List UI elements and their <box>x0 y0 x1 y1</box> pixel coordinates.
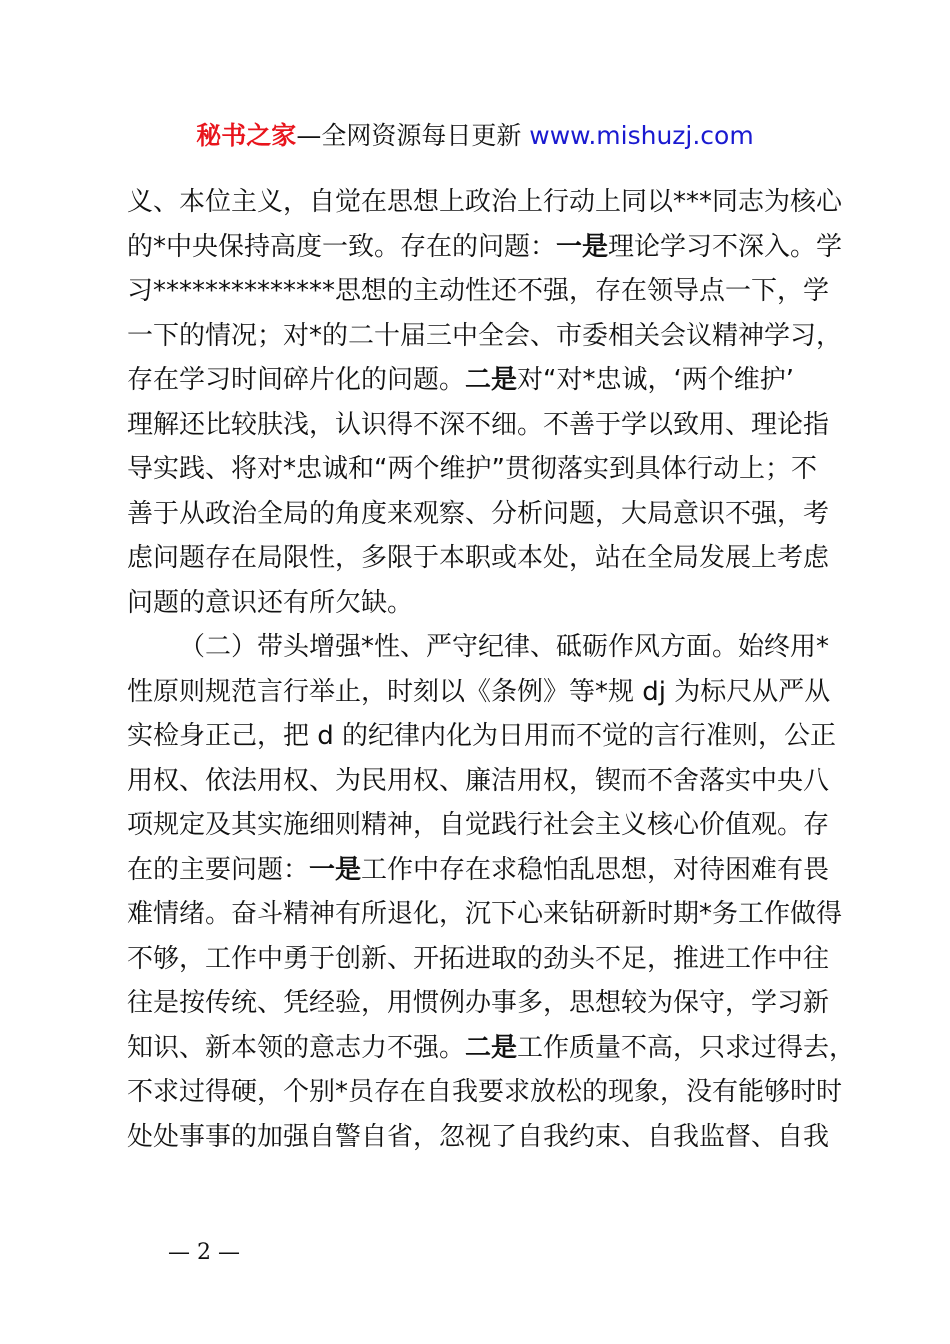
text-run: 不求过得硬，个别*员存在自我要求放松的现象，没有能够时时 <box>127 1077 843 1107</box>
text-line <box>127 1115 833 1160</box>
text-run: 理论学习不深入。学 <box>608 231 843 262</box>
text-run: 存在学习时间碎片化的问题。 <box>127 365 466 395</box>
emphasis-label: 一是 <box>556 231 609 262</box>
text-line <box>127 1026 856 1071</box>
text-run: 理解还比较肤浅，认识得不深不细。不善于学以致用、理论指 <box>127 409 830 440</box>
text-line <box>127 581 833 626</box>
text-line <box>127 1070 843 1115</box>
page-number: — 2 — <box>168 1240 240 1265</box>
text-run: 知识、新本领的意志力不强。 <box>127 1032 466 1063</box>
site-banner <box>0 118 950 154</box>
brand-name: 秘书之家 <box>196 121 297 150</box>
emphasis-label: 一是 <box>309 854 362 885</box>
site-url-link[interactable]: www.mishuzj.com <box>529 121 754 150</box>
text-run: 往是按传统、凭经验，用惯例办事多，思想较为保守，学习新 <box>127 988 830 1018</box>
text-line <box>127 848 833 893</box>
text-run: 虑问题存在局限性，多限于本职或本处，站在全局发展上考虑 <box>127 543 830 573</box>
text-run: 性原则规范言行举止，时刻以《条例》等*规 dj 为标尺从严从 <box>127 676 831 707</box>
text-run: 对“对*忠诚，‘两个维护’ <box>517 365 795 395</box>
text-line <box>127 981 833 1026</box>
emphasis-label: 二是 <box>465 365 518 395</box>
text-run: 在的主要问题： <box>127 854 310 885</box>
text-run: 习**************思想的主动性还不强，存在领导点一下，学 <box>127 276 830 306</box>
text-line <box>127 892 843 937</box>
text-line <box>127 403 833 448</box>
text-run: 问题的意识还有所欠缺。 <box>127 587 414 618</box>
document-body <box>127 180 856 1159</box>
banner-tagline: —全网资源每日更新 <box>296 121 522 150</box>
text-line <box>127 492 833 537</box>
text-line <box>127 447 833 492</box>
emphasis-label: 二是 <box>465 1032 518 1063</box>
text-line <box>127 225 843 270</box>
text-line <box>127 759 833 804</box>
text-run: 的*中央保持高度一致。存在的问题： <box>127 231 557 262</box>
text-run: 用权、依法用权、为民用权、廉洁用权，锲而不舍落实中央八 <box>127 765 830 796</box>
text-line <box>127 269 833 314</box>
text-run: 义、本位主义，自觉在思想上政治上行动上同以***同志为核心 <box>127 187 843 217</box>
text-run: 不够，工作中勇于创新、开拓进取的劲头不足，推进工作中往 <box>127 943 830 974</box>
text-run: 工作质量不高，只求过得去， <box>517 1032 856 1063</box>
text-run: 项规定及其实施细则精神，自觉践行社会主义核心价值观。存 <box>127 810 830 840</box>
text-line <box>127 714 837 759</box>
text-run: 导实践、将对*忠诚和“两个维护”贯彻落实到具体行动上；不 <box>127 454 817 484</box>
text-run: 难情绪。奋斗精神有所退化，沉下心来钻研新时期*务工作做得 <box>127 899 843 929</box>
text-run: 实检身正己，把 d 的纪律内化为日用而不觉的言行准则，公正 <box>127 721 837 751</box>
text-run: 工作中存在求稳怕乱思想，对待困难有畏 <box>361 854 830 885</box>
text-line <box>127 803 833 848</box>
text-run: （二）带头增强*性、严守纪律、砥砺作风方面。始终用* <box>179 632 830 662</box>
text-line <box>127 358 833 403</box>
text-line <box>127 180 843 225</box>
text-line <box>127 937 833 982</box>
text-line <box>127 536 833 581</box>
text-line <box>127 314 843 359</box>
text-run: 处处事事的加强自警自省，忽视了自我约束、自我监督、自我 <box>127 1121 830 1152</box>
text-run: 善于从政治全局的角度来观察、分析问题，大局意识不强，考 <box>127 498 830 529</box>
text-line <box>127 625 833 670</box>
text-line <box>127 670 833 715</box>
text-run: 一下的情况；对*的二十届三中全会、市委相关会议精神学习， <box>127 320 843 351</box>
